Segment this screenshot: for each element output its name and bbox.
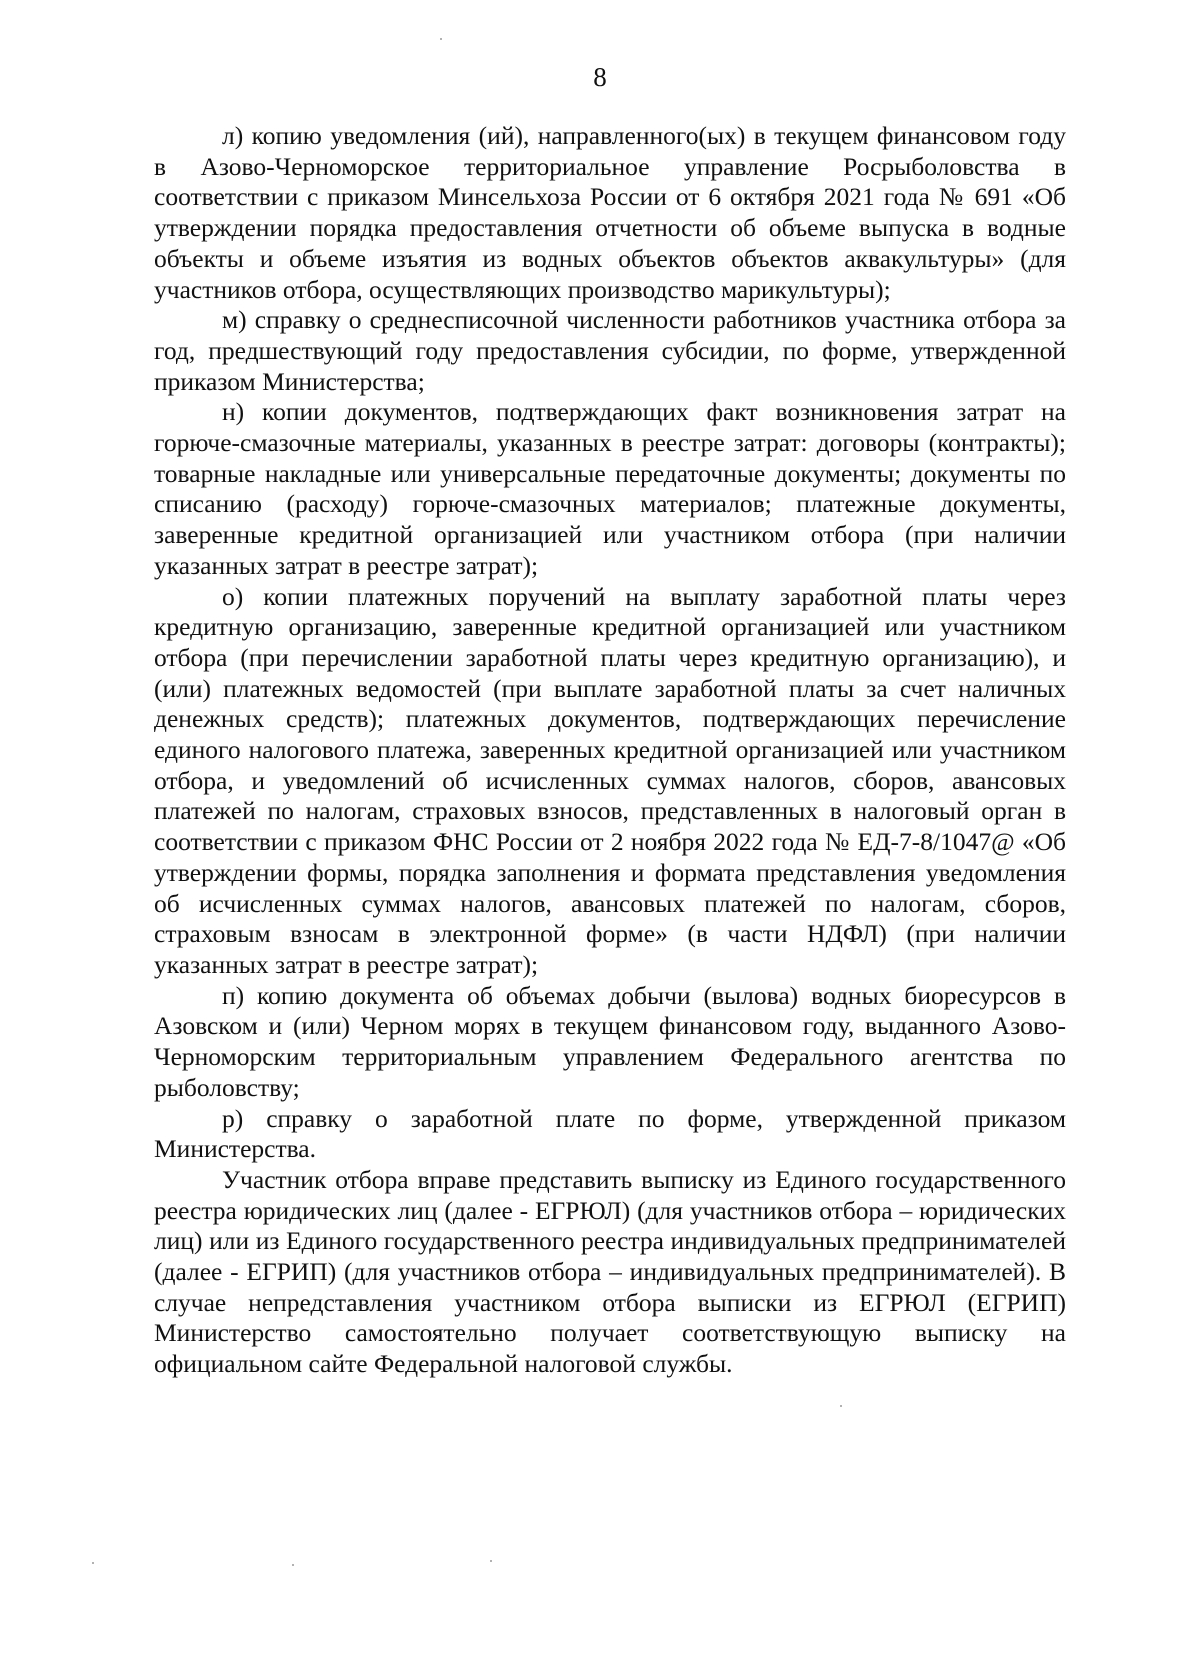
paragraph-p-catch-volume-document: п) копию документа об объемах добычи (вылова) водных биоресурсов в Азовском и (или) Черном морях в текущем финансовом году, выданного Азово-Черноморским территориальным управлением Федерального агентства по рыболовству;: [154, 980, 1066, 1102]
scan-speck: [440, 38, 442, 40]
paragraph-o-payroll-payment-orders: о) копии платежных поручений на выплату заработной платы через кредитную организацию, заверенные кредитной организацией или участником отбора (при перечислении заработной платы через кредитную организацию), и (или) платежных ведомостей (при выплате заработной платы за счет наличных денежных средств); платежных документов, подтверждающих перечисление единого налогового платежа, заверенных кредитной организацией или участником отбора, и уведомлений об исчисленных суммах налогов, сборов, авансовых платежей по налогам, страховых взносов, представленных в налоговый орган в соответствии с приказом ФНС России от 2 ноября 2022 года № ЕД-7-8/1047@ «Об утверждении формы, порядка заполнения и формата представления уведомления об исчисленных суммах налогов, авансовых платежей по налогам, сборов, страховым взносам в электронной форме» (в части НДФЛ) (при наличии указанных затрат в реестре затрат);: [154, 581, 1066, 979]
page-number: 8: [593, 62, 607, 92]
paragraph-r-salary-certificate: р) справку о заработной плате по форме, утвержденной приказом Министерства.: [154, 1103, 1066, 1164]
scan-speck: [292, 1564, 294, 1566]
scan-speck: [840, 1405, 842, 1407]
scan-speck: [92, 1562, 94, 1564]
document-body: [154, 121, 1066, 1380]
paragraph-l-notification-copy: л) копию уведомления (ий), направленного(ых) в текущем финансовом году в Азово-Черноморское территориальное управление Росрыболовства в соответствии с приказом Минсельхоза России от 6 октября 2021 года № 691 «Об утверждении порядка предоставления отчетности об объеме выпуска в водные объекты и объеме изъятия из водных объектов объектов аквакультуры» (для участников отбора, осуществляющих производство марикультуры);: [154, 121, 1066, 304]
paragraph-registry-extract: Участник отбора вправе представить выписку из Единого государственного реестра юридических лиц (далее - ЕГРЮЛ) (для участников отбора – юридических лиц) или из Единого государственного реестра индивидуальных предпринимателей (далее - ЕГРИП) (для участников отбора – индивидуальных предпринимателей). В случае непредставления участником отбора выписки из ЕГРЮЛ (ЕГРИП) Министерство самостоятельно получает соответствующую выписку на официальном сайте Федеральной налоговой службы.: [154, 1164, 1066, 1379]
paragraph-m-headcount-certificate: м) справку о среднесписочной численности работников участника отбора за год, предшествующий году предоставления субсидии, по форме, утвержденной приказом Министерства;: [154, 305, 1066, 396]
paragraph-n-fuel-cost-documents: н) копии документов, подтверждающих факт возникновения затрат на горюче-смазочные материалы, указанных в реестре затрат: договоры (контракты); товарные накладные или универсальные передаточные документы; документы по списанию (расходу) горюче-смазочных материалов; платежные документы, заверенные кредитной организацией или участником отбора (при наличии указанных затрат в реестре затрат);: [154, 397, 1066, 580]
scan-speck: [490, 1560, 492, 1562]
